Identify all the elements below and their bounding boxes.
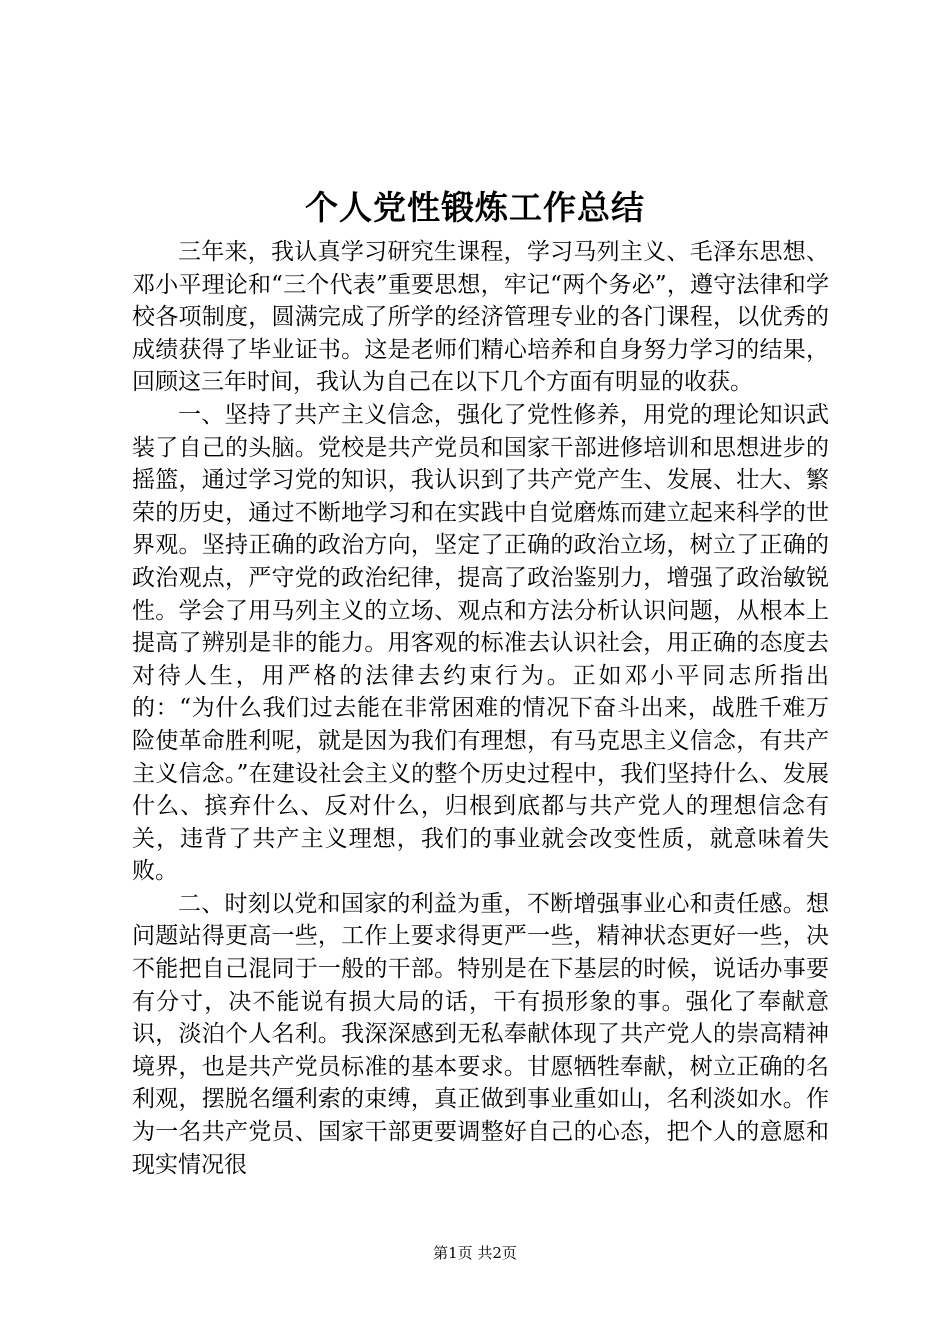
page-footer: 第1页 共2页 [433, 1244, 517, 1262]
paragraph-intro: 三年来，我认真学习研究生课程，学习马列主义、毛泽东思想、邓小平理论和“三个代表”重要思想，牢记“两个务必”，遵守法律和学校各项制度，圆满完成了所学的经济管理专业的各门课程，以优秀的成绩获得了毕业证书。这是老师们精心培养和自身努力学习的结果，回顾这三年时间，我认为自己在以下几个方面有明显的收获。 [132, 239, 829, 396]
paragraph-section-two: 二、时刻以党和国家的利益为重，不断增强事业心和责任感。想问题站得更高一些，工作上要求得更严一些，精神状态更好一些，决不能把自己混同于一般的干部。特别是在下基层的时候，说话办事要有分寸，决不能说有损大局的话，干有损形象的事。强化了奉献意识，淡泊个人名利。我深深感到无私奉献体现了共产党人的崇高精神境界，也是共产党员标准的基本要求。甘愿牺牲奉献，树立正确的名利观，摆脱名缰利索的束缚，真正做到事业重如山，名利淡如水。作为一名共产党员、国家干部更要调整好自己的心态，把个人的意愿和现实情况很 [132, 890, 829, 1178]
document-body [132, 236, 829, 1181]
document-title: 个人党性锻炼工作总结 [305, 188, 645, 227]
paragraph-section-one: 一、坚持了共产主义信念，强化了党性修养，用党的理论知识武装了自己的头脑。党校是共产党员和国家干部进修培训和思想进步的摇篮，通过学习党的知识，我认识到了共产党产生、发展、壮大、繁荣的历史，通过不断地学习和在实践中自觉磨炼而建立起来科学的世界观。坚持正确的政治方向，坚定了正确的政治立场，树立了正确的政治观点，严守党的政治纪律，提高了政治鉴别力，增强了政治敏锐性。学会了用马列主义的立场、观点和方法分析认识问题，从根本上提高了辨别是非的能力。用客观的标准去认识社会，用正确的态度去对待人生，用严格的法律去约束行为。正如邓小平同志所指出的：“为什么我们过去能在非常困难的情况下奋斗出来，战胜千难万险使革命胜利呢，就是因为我们有理想，有马克思主义信念，有共产主义信念。”在建设社会主义的整个历史过程中，我们坚持什么、发展什么、摈弃什么、反对什么，归根到底都与共产党人的理想信念有关，违背了共产主义理想，我们的事业就会改变性质，就意味着失败。 [132, 401, 829, 885]
